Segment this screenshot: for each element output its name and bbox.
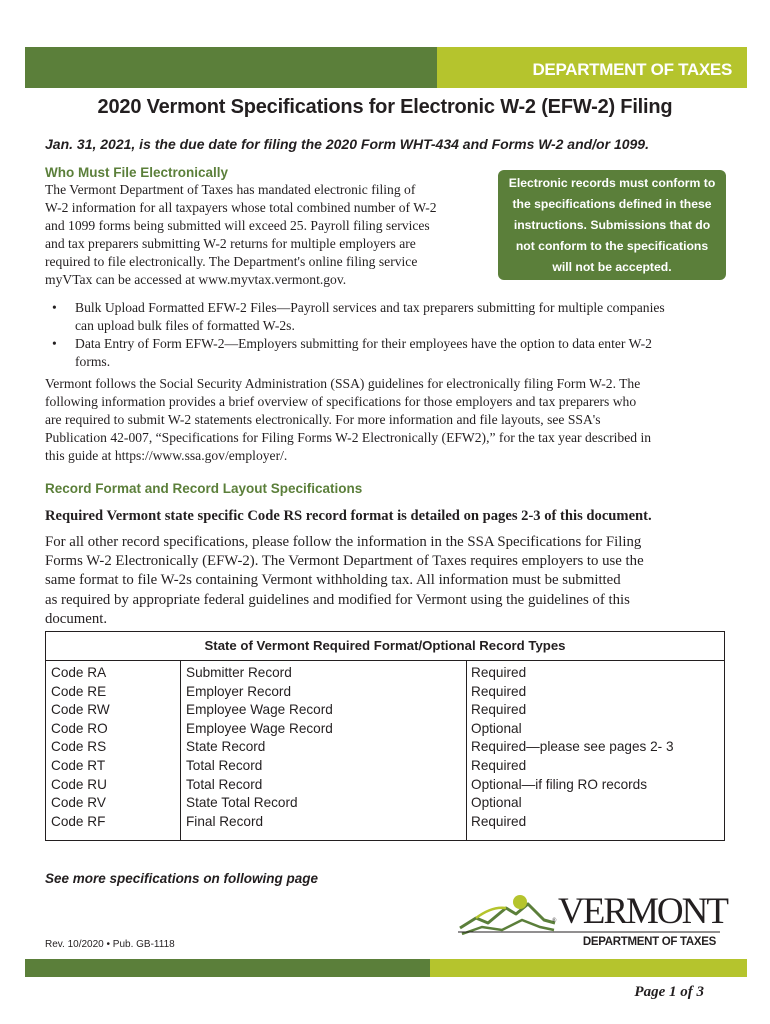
revision-line: Rev. 10/2020 • Pub. GB-1118 xyxy=(45,939,175,950)
footer-bar-dark xyxy=(25,959,430,977)
callout-line: Electronic records must conform to xyxy=(508,175,716,190)
table-cell: Code RT xyxy=(51,757,106,773)
record-format-paragraph xyxy=(45,533,735,629)
text-line: and tax preparers submitting W-2 returns for multiple employers are xyxy=(45,236,416,251)
text-line: For all other record specifications, please follow the information in the SSA Specifications for Filing xyxy=(45,534,642,550)
table-cell: Code RW xyxy=(51,702,110,718)
bullet-line: can upload bulk files of formatted W-2s. xyxy=(75,318,295,333)
table-cell: Code RO xyxy=(51,720,108,736)
table-cell: Required xyxy=(471,757,527,773)
logo-subtitle: DEPARTMENT OF TAXES xyxy=(582,936,716,948)
text-line: following information provides a brief overview of specifications for those employers and tax preparers who xyxy=(45,394,637,409)
record-types-table xyxy=(45,631,725,841)
footer-bar-light xyxy=(430,959,747,977)
table-cell: Required xyxy=(471,813,527,829)
text-line: The Vermont Department of Taxes has mandated electronic filing of xyxy=(45,182,416,197)
bullet-line: • Data Entry of Form EFW-2—Employers submitting for their employees have the option to data enter W-2 xyxy=(75,336,652,351)
table-cell: Employee Wage Record xyxy=(186,720,333,736)
text-line: this guide at https://www.ssa.gov/employer/. xyxy=(45,448,288,463)
table-cell: Code RV xyxy=(51,795,106,811)
who-must-file-paragraph xyxy=(45,181,490,289)
text-line: are required to submit W-2 statements electronically. For more information and file layouts, see SSA's xyxy=(45,412,601,427)
page-number: Page 1 of 3 xyxy=(634,984,704,1000)
callout-line: instructions. Submissions that do xyxy=(513,217,711,232)
table-cell: Total Record xyxy=(186,776,263,792)
callout-line: not conform to the specifications xyxy=(515,238,709,253)
table-cell: Optional xyxy=(471,720,522,736)
header-department: DEPARTMENT OF TAXES xyxy=(532,60,732,79)
bullet-line: • Bulk Upload Formatted EFW-2 Files—Payroll services and tax preparers submitting for multiple companies xyxy=(75,300,665,315)
table-cell: Optional xyxy=(471,795,522,811)
table-cell: State Total Record xyxy=(186,795,298,811)
bullet-list xyxy=(45,299,735,371)
logo-wordmark: VERMONT xyxy=(558,891,727,932)
table-title: State of Vermont Required Format/Optional Record Types xyxy=(46,632,724,661)
table-cell: Employer Record xyxy=(186,683,292,699)
rs-record-note: Required Vermont state specific Code RS record format is detailed on pages 2-3 of this document. xyxy=(45,508,652,524)
page-title: 2020 Vermont Specifications for Electronic W-2 (EFW-2) Filing xyxy=(97,96,673,118)
bullet-item-data-entry xyxy=(45,335,735,371)
table-cell: Required—please see pages 2- 3 xyxy=(471,739,674,755)
table-cell: Required xyxy=(471,702,527,718)
table-cell: Code RA xyxy=(51,665,107,680)
bullet-item-bulk-upload xyxy=(45,299,735,335)
record-column xyxy=(181,660,467,840)
table-cell: Employee Wage Record xyxy=(186,702,333,718)
who-must-file-heading: Who Must File Electronically xyxy=(45,165,229,180)
table-cell: State Record xyxy=(186,739,266,755)
code-column xyxy=(46,660,181,840)
status-column xyxy=(467,660,724,840)
logo-mark: ® xyxy=(552,918,557,924)
table-cell: Code RF xyxy=(51,813,106,829)
vermont-logo xyxy=(458,890,727,954)
ssa-paragraph xyxy=(45,375,735,465)
bullet-line: forms. xyxy=(75,354,111,369)
table-cell: Code RU xyxy=(51,776,107,792)
table-cell: Required xyxy=(471,665,527,680)
table-cell: Code RS xyxy=(51,739,107,755)
table-cell: Submitter Record xyxy=(186,665,292,680)
text-line: as required by appropriate federal guidelines and modified for Vermont using the guidelines of this xyxy=(45,591,630,608)
callout-box xyxy=(498,170,726,280)
table-cell: Total Record xyxy=(186,757,263,773)
record-format-heading: Record Format and Record Layout Specifications xyxy=(45,481,363,496)
see-more-note: See more specifications on following page xyxy=(45,871,319,886)
table-cell: Code RE xyxy=(51,683,107,699)
header-bar-dark xyxy=(25,47,437,88)
text-line: myVTax can be accessed at www.myvtax.vermont.gov. xyxy=(45,272,347,287)
text-line: required to file electronically. The Department's online filing service xyxy=(45,254,418,269)
text-line: W-2 information for all taxpayers whose total combined number of W-2 xyxy=(45,200,437,215)
table-cell: Final Record xyxy=(186,813,264,829)
text-line: Forms W-2 Electronically (EFW-2). The Vermont Department of Taxes requires employers to use the xyxy=(45,553,644,570)
due-date-line: Jan. 31, 2021, is the due date for filing the 2020 Form WHT-434 and Forms W-2 and/or 1099. xyxy=(45,136,649,152)
text-line: and 1099 forms being submitted will exceed 25. Payroll filing services xyxy=(45,218,430,233)
callout-line: the specifications defined in these xyxy=(512,196,712,211)
text-line: same format to file W-2s containing Vermont withholding tax. All information must be submitted xyxy=(45,572,621,589)
table-cell: Optional—if filing RO records xyxy=(471,776,648,792)
callout-line: will not be accepted. xyxy=(552,259,672,274)
text-line: Vermont follows the Social Security Administration (SSA) guidelines for electronically filing Form W-2. The xyxy=(45,376,641,391)
text-line: Publication 42-007, “Specifications for Filing Forms W-2 Electronically (EFW2),” for the tax year described in xyxy=(45,430,652,445)
table-cell: Required xyxy=(471,683,527,699)
text-line: document. xyxy=(45,610,108,627)
